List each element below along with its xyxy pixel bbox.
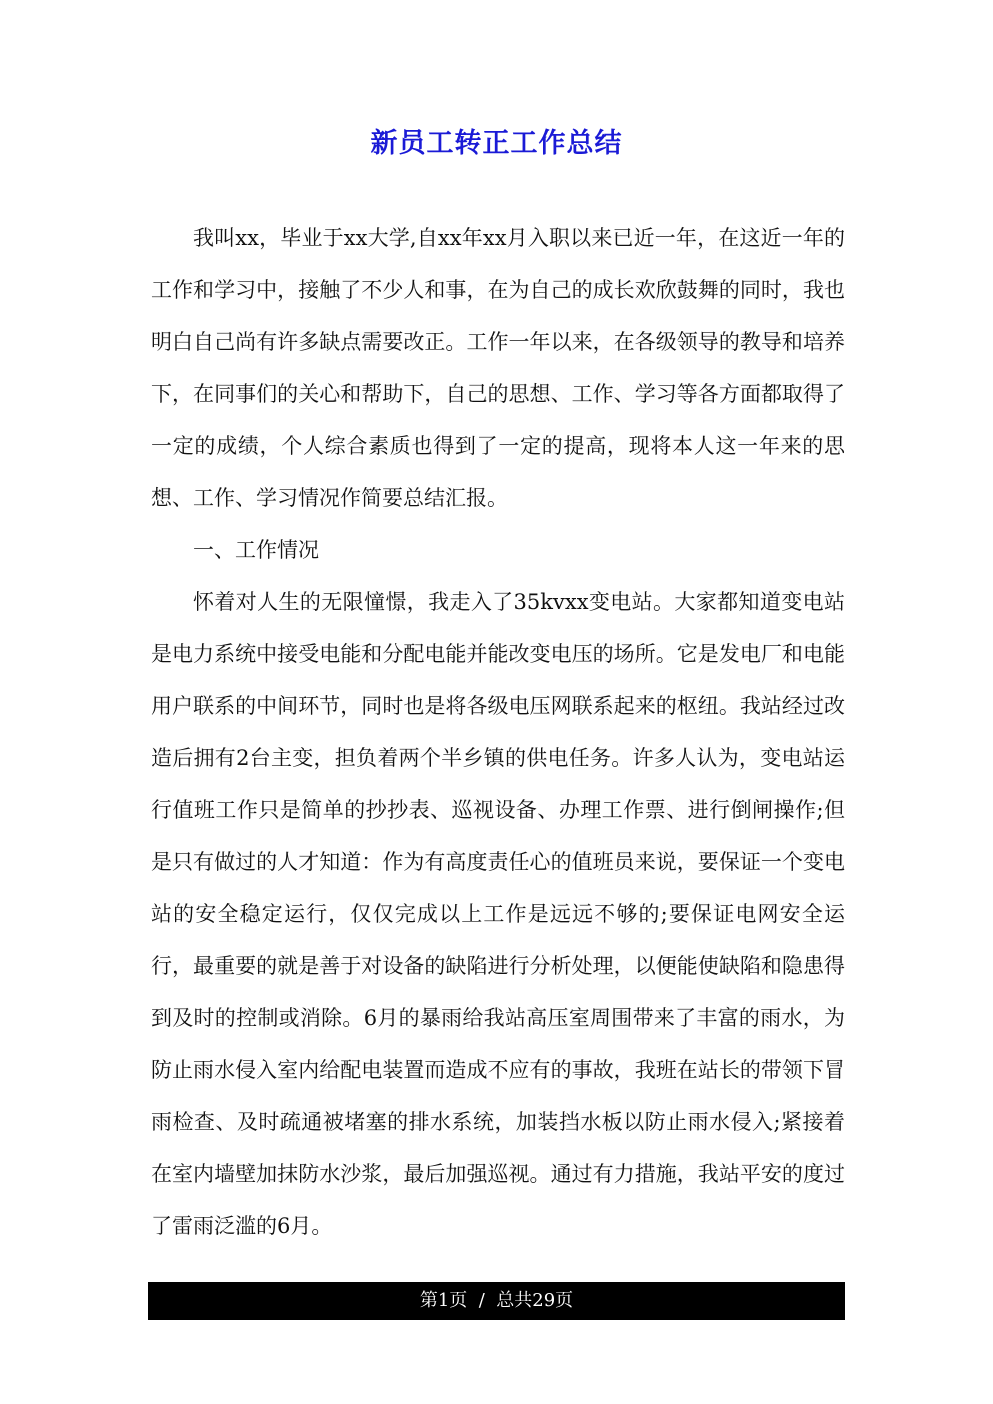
- footer-page-suffix: 页: [555, 1290, 574, 1311]
- page-footer: [148, 1282, 845, 1320]
- paragraph-intro: 我叫xx，毕业于xx大学,自xx年xx月入职以来已近一年，在这近一年的工作和学习中，接触了不少人和事，在为自己的成长欢欣鼓舞的同时，我也明白自己尚有许多缺点需要改正。工作一年以来，在各级领导的教导和培养下，在同事们的关心和帮助下，自己的思想、工作、学习等各方面都取得了一定的成绩，个人综合素质也得到了一定的提高，现将本人这一年来的思想、工作、学习情况作简要总结汇报。: [151, 226, 845, 510]
- section-heading-work: 一、工作情况: [193, 538, 319, 562]
- footer-total-pages: 29: [532, 1290, 556, 1311]
- footer-current-page: 1: [437, 1290, 450, 1311]
- footer-page-separator: 页 / 总共: [449, 1290, 533, 1311]
- footer-page-prefix: 第: [419, 1290, 438, 1311]
- document-body: [151, 212, 845, 1252]
- paragraph-work-details: 怀着对人生的无限憧憬，我走入了35kvxx变电站。大家都知道变电站是电力系统中接受电能和分配电能并能改变电压的场所。它是发电厂和电能用户联系的中间环节，同时也是将各级电压网联系起来的枢纽。我站经过改造后拥有2台主变，担负着两个半乡镇的供电任务。许多人认为，变电站运行值班工作只是简单的抄抄表、巡视设备、办理工作票、进行倒闸操作;但是只有做过的人才知道：作为有高度责任心的值班员来说，要保证一个变电站的安全稳定运行，仅仅完成以上工作是远远不够的;要保证电网安全运行，最重要的就是善于对设备的缺陷进行分析处理，以便能使缺陷和隐患得到及时的控制或消除。6月的暴雨给我站高压室周围带来了丰富的雨水，为防止雨水侵入室内给配电装置而造成不应有的事故，我班在站长的带领下冒雨检查、及时疏通被堵塞的排水系统，加装挡水板以防止雨水侵入;紧接着在室内墙壁加抹防水沙浆，最后加强巡视。通过有力措施，我站平安的度过了雷雨泛滥的6月。: [151, 590, 845, 1238]
- document-title: 新员工转正工作总结: [370, 128, 623, 159]
